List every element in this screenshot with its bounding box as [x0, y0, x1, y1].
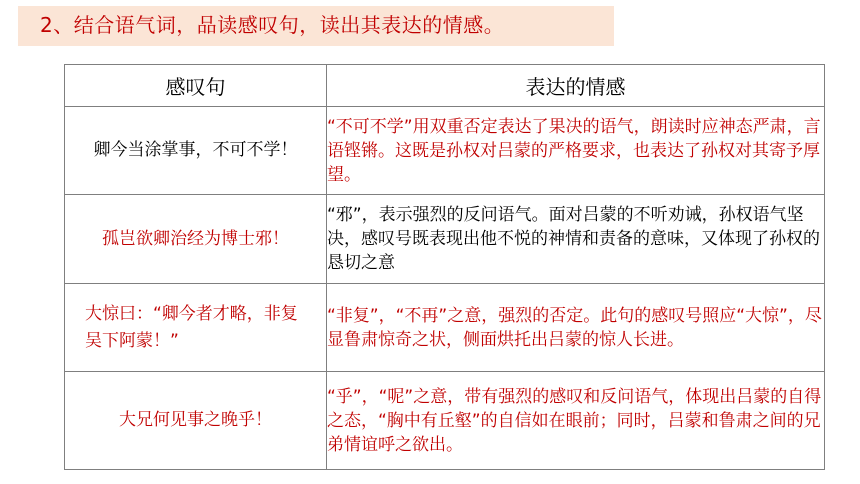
- page-title: 2、结合语气词，品读感叹句，读出其表达的情感。: [40, 13, 505, 37]
- sentence-cell: 大惊曰：“卿今者才略，非复吴下阿蒙！”: [65, 284, 327, 372]
- table-row: [65, 372, 825, 470]
- sentence-cell: 孤岂欲卿治经为博士邪！: [65, 195, 327, 284]
- emotion-cell: “乎”，“呢”之意，带有强烈的感叹和反问语气，体现出吕蒙的自得之态，“胸中有丘壑”的自信如在眼前；同时，吕蒙和鲁肃之间的兄弟情谊呼之欲出。: [327, 372, 825, 470]
- header-emotion: 表达的情感: [327, 65, 825, 107]
- header-sentence: 感叹句: [65, 65, 327, 107]
- emotion-cell: “非复”，“不再”之意，强烈的否定。此句的感叹号照应“大惊”，尽显鲁肃惊奇之状，侧面烘托出吕蒙的惊人长进。: [327, 284, 825, 372]
- table-row: [65, 284, 825, 372]
- exclamation-analysis-table: [64, 64, 825, 470]
- table-row: [65, 107, 825, 195]
- emotion-cell: “邪”，表示强烈的反问语气。面对吕蒙的不听劝诫，孙权语气坚决，感叹号既表现出他不悦的神情和责备的意味，又体现了孙权的恳切之意: [327, 195, 825, 284]
- sentence-cell: 卿今当涂掌事，不可不学！: [65, 107, 327, 195]
- emotion-cell: “不可不学”用双重否定表达了果决的语气，朗读时应神态严肃，言语铿锵。这既是孙权对吕蒙的严格要求，也表达了孙权对其寄予厚望。: [327, 107, 825, 195]
- table-header-row: [65, 65, 825, 107]
- table-row: [65, 195, 825, 284]
- sentence-cell: 大兄何见事之晚乎！: [65, 372, 327, 470]
